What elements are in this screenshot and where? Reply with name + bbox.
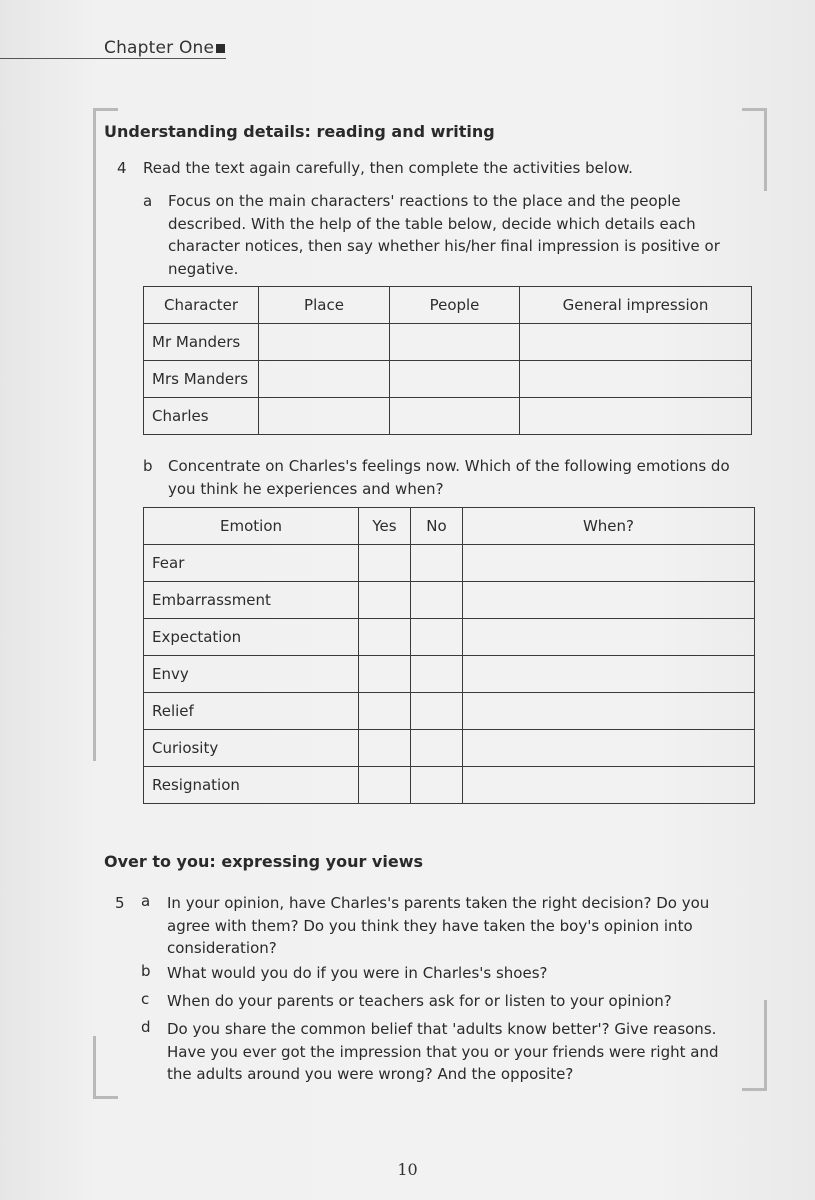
- row-label: Fear: [144, 545, 359, 582]
- yes-cell[interactable]: [359, 730, 411, 767]
- table-row: [144, 545, 755, 582]
- character-impressions-table: [143, 286, 752, 435]
- subquestion-letter-b: b: [143, 457, 153, 475]
- table-header: General impression: [520, 287, 752, 324]
- table-header: Character: [144, 287, 259, 324]
- square-bullet-icon: [216, 44, 225, 53]
- when-cell[interactable]: [463, 767, 755, 804]
- answer-cell[interactable]: [520, 398, 752, 435]
- row-label: Charles: [144, 398, 259, 435]
- answer-cell[interactable]: [520, 324, 752, 361]
- no-cell[interactable]: [411, 767, 463, 804]
- table-row: [144, 619, 755, 656]
- chapter-title: Chapter One: [104, 38, 215, 58]
- subquestion-letter-a: a: [143, 192, 153, 210]
- table-header: No: [411, 508, 463, 545]
- no-cell[interactable]: [411, 582, 463, 619]
- yes-cell[interactable]: [359, 582, 411, 619]
- no-cell[interactable]: [411, 545, 463, 582]
- row-label: Expectation: [144, 619, 359, 656]
- when-cell[interactable]: [463, 656, 755, 693]
- frame-bracket-left-bottom: [93, 1036, 118, 1099]
- row-label: Embarrassment: [144, 582, 359, 619]
- row-label: Resignation: [144, 767, 359, 804]
- answer-cell[interactable]: [390, 361, 520, 398]
- table-row: [144, 730, 755, 767]
- answer-cell[interactable]: [390, 398, 520, 435]
- table-row: [144, 324, 752, 361]
- yes-cell[interactable]: [359, 619, 411, 656]
- answer-cell[interactable]: [259, 398, 390, 435]
- table-header: Emotion: [144, 508, 359, 545]
- q5-text-b: What would you do if you were in Charles's shoes?: [167, 964, 548, 982]
- row-label: Mr Manders: [144, 324, 259, 361]
- q5-letter-c: c: [141, 990, 150, 1008]
- subquestion-b-text: Concentrate on Charles's feelings now. Which of the following emotions do you think he experiences and when?: [168, 457, 730, 498]
- table-header: People: [390, 287, 520, 324]
- table-row: [144, 361, 752, 398]
- question-number-5: 5: [115, 894, 125, 912]
- table-row: [144, 582, 755, 619]
- emotions-table: [143, 507, 755, 804]
- row-label: Mrs Manders: [144, 361, 259, 398]
- table-row: [144, 767, 755, 804]
- q5-text-c: When do your parents or teachers ask for or listen to your opinion?: [167, 992, 672, 1010]
- q5-letter-a: a: [141, 892, 151, 910]
- section-heading-understanding: Understanding details: reading and writing: [104, 122, 495, 141]
- when-cell[interactable]: [463, 730, 755, 767]
- q5-text-d: Do you share the common belief that 'adults know better'? Give reasons. Have you ever got the impression that you or your friends were right and the adults around you were wrong? And the opposite?: [167, 1020, 719, 1083]
- when-cell[interactable]: [463, 619, 755, 656]
- yes-cell[interactable]: [359, 656, 411, 693]
- row-label: Curiosity: [144, 730, 359, 767]
- table-header: Yes: [359, 508, 411, 545]
- q5-text-a: In your opinion, have Charles's parents taken the right decision? Do you agree with them? Do you think they have taken the boy's opinion into consideration?: [167, 894, 710, 957]
- table-row: [144, 398, 752, 435]
- q5-letter-b: b: [141, 962, 151, 980]
- when-cell[interactable]: [463, 582, 755, 619]
- yes-cell[interactable]: [359, 545, 411, 582]
- answer-cell[interactable]: [259, 324, 390, 361]
- no-cell[interactable]: [411, 619, 463, 656]
- table-row: [144, 693, 755, 730]
- header-rule: [0, 58, 226, 59]
- no-cell[interactable]: [411, 730, 463, 767]
- answer-cell[interactable]: [390, 324, 520, 361]
- table-header: Place: [259, 287, 390, 324]
- question-number-4: 4: [117, 159, 127, 177]
- table-row: [144, 656, 755, 693]
- yes-cell[interactable]: [359, 767, 411, 804]
- section-heading-over-to-you: Over to you: expressing your views: [104, 852, 423, 871]
- no-cell[interactable]: [411, 693, 463, 730]
- table-header: When?: [463, 508, 755, 545]
- no-cell[interactable]: [411, 656, 463, 693]
- question-4-instructions: Read the text again carefully, then complete the activities below.: [143, 159, 633, 177]
- chapter-header: [104, 38, 225, 58]
- when-cell[interactable]: [463, 693, 755, 730]
- row-label: Relief: [144, 693, 359, 730]
- q5-letter-d: d: [141, 1018, 151, 1036]
- frame-bracket-right-bottom: [742, 1000, 767, 1091]
- answer-cell[interactable]: [520, 361, 752, 398]
- frame-bracket-right-top: [742, 108, 767, 191]
- answer-cell[interactable]: [259, 361, 390, 398]
- subquestion-a-text: Focus on the main characters' reactions to the place and the people described. With the help of the table below, decide which details each character notices, then say whether his/her final impression is positive or negative.: [168, 192, 720, 278]
- frame-bracket-left-top: [93, 108, 118, 761]
- when-cell[interactable]: [463, 545, 755, 582]
- row-label: Envy: [144, 656, 359, 693]
- yes-cell[interactable]: [359, 693, 411, 730]
- page-number: 10: [397, 1160, 418, 1179]
